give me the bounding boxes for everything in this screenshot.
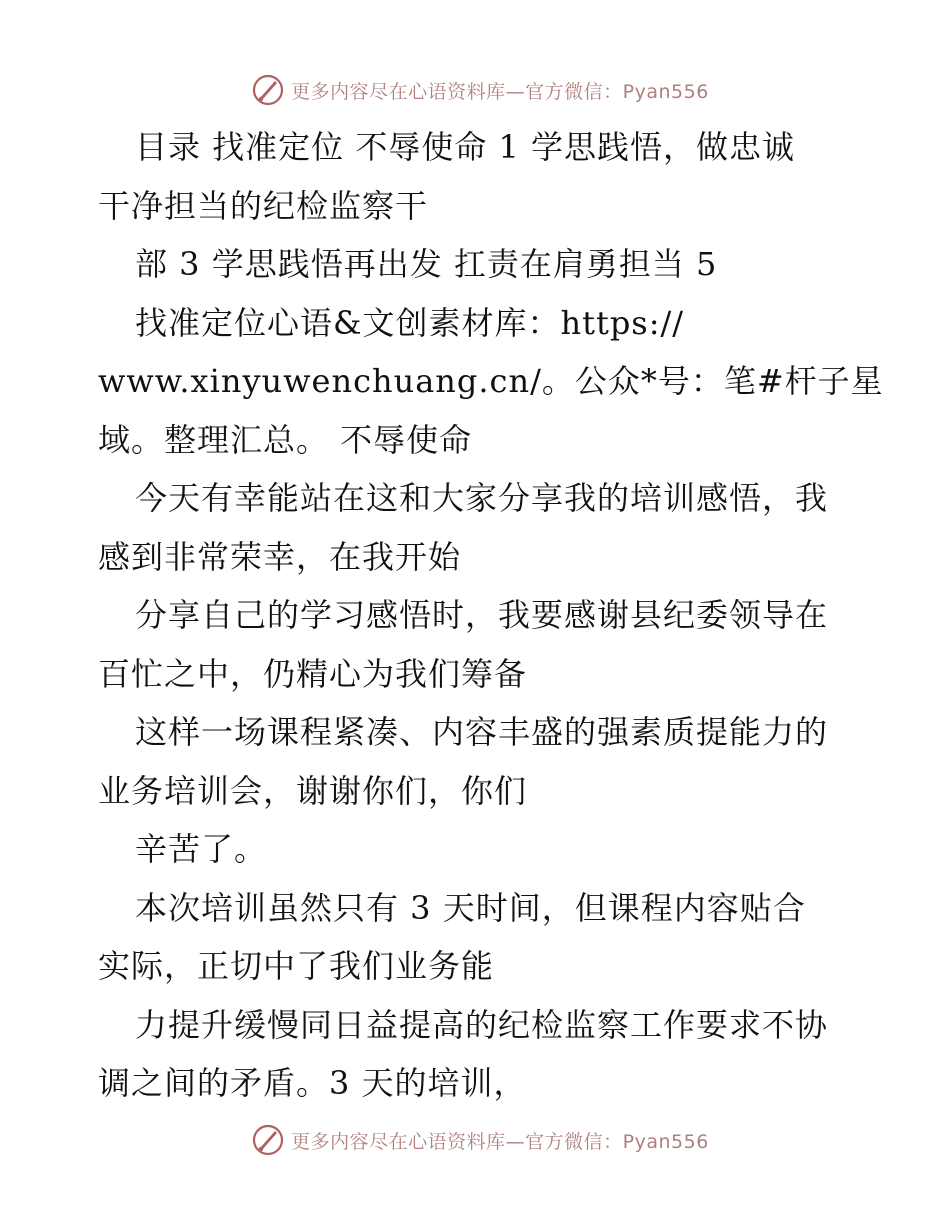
- body-text-line: 辛苦了。: [135, 830, 268, 868]
- body-text-line: 分享自己的学习感悟时，我要感谢县纪委领导在: [135, 596, 829, 634]
- body-text-line: www.xinyuwenchuang.cn/。公众*号：笔#杆子星: [98, 362, 884, 400]
- header-banner: [0, 70, 950, 110]
- body-text-line: 目录 找准定位 不辱使命 1 学思践悟，做忠诚: [135, 128, 796, 166]
- body-text-line: 今天有幸能站在这和大家分享我的培训感悟，我: [135, 479, 829, 517]
- body-text-line: 部 3 学思践悟再出发 扛责在肩勇担当 5: [135, 245, 718, 283]
- body-text-line: 调之间的矛盾。3 天的培训，: [98, 1064, 527, 1102]
- footer-banner-inner: [251, 1123, 709, 1157]
- document-body: [98, 118, 884, 1113]
- quill-logo-icon: [251, 73, 285, 107]
- body-text-line: 百忙之中，仍精心为我们筹备: [98, 654, 528, 693]
- body-text-line: 力提升缓慢同日益提高的纪检监察工作要求不协: [135, 1005, 829, 1044]
- body-text-line: 感到非常荣幸，在我开始: [98, 537, 462, 576]
- body-text-line: 干净担当的纪检监察干: [98, 186, 429, 225]
- body-text-line: 找准定位心语&文创素材库：https://: [135, 303, 685, 342]
- header-banner-inner: [251, 73, 709, 107]
- body-text-line: 域。整理汇总。 不辱使命: [98, 420, 473, 459]
- body-text-line: 业务培训会，谢谢你们，你们: [98, 771, 528, 810]
- body-text-line: 实际，正切中了我们业务能: [98, 947, 495, 985]
- header-banner-text: 更多内容尽在心语资料库—官方微信：Pyan556: [291, 80, 709, 103]
- quill-logo-icon: [251, 1123, 285, 1157]
- body-text-line: 这样一场课程紧凑、内容丰盛的强素质提能力的: [135, 713, 829, 751]
- body-text-line: 本次培训虽然只有 3 天时间，但课程内容贴合: [135, 888, 806, 927]
- footer-banner-text: 更多内容尽在心语资料库—官方微信：Pyan556: [291, 1130, 709, 1153]
- footer-banner: [0, 1120, 950, 1160]
